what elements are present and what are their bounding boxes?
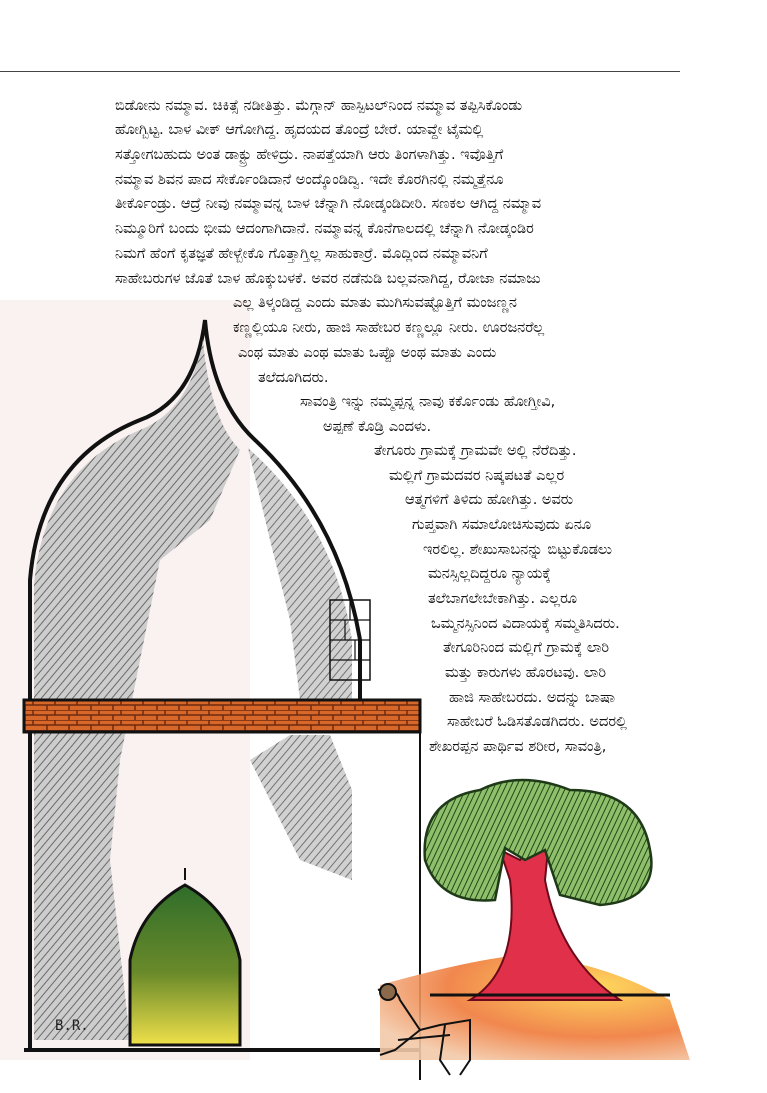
story-line: ಗುಪ್ತವಾಗಿ ಸಮಾಲೋಚಿಸುವುದು ಏನೂ: [412, 517, 592, 533]
top-rule: [0, 71, 680, 72]
story-line: ಹೋಗ್ಬಿಟ್ಟ. ಬಾಳ ವೀಕ್ ಆಗೋಗಿದ್ದ. ಹೃದಯದ ತೊಂದ್ರೆ ಬೇರೆ. ಯಾವ್ದೇ ಟೈಮಲ್ಲಿ: [115, 122, 484, 138]
story-line: ನಿಮಗೆ ಹೆಂಗೆ ಕೃತಜ್ಞತೆ ಹೇಳ್ಬೇಕೊ ಗೊತ್ತಾಗ್ತಿಲ್ಲ ಸಾಹುಕಾರ್ರೆ. ಮೊದ್ಲಿಂದ ನಮ್ಮಾವನಿಗೆ: [115, 246, 488, 262]
story-line: ಎಂಥ ಮಾತು ಎಂಥ ಮಾತು ಒಪ್ಪೊ ಅಂಥ ಮಾತು ಎಂದು: [238, 345, 497, 361]
artist-signature: B.R.: [55, 1018, 89, 1034]
tree-drawing: [380, 780, 690, 1060]
story-line: ನಿಮ್ಮೂರಿಗೆ ಬಂದು ಭೀಮ ಆದಂಗಾಗಿದಾನೆ. ನಮ್ಮಾವನ್ನ ಕೊನೆಗಾಲದಲ್ಲಿ ಚೆನ್ನಾಗಿ ನೋಡ್ಕಂಡಿರ: [115, 221, 534, 237]
story-line: ಸಾವಂತ್ರಿ ಇನ್ನು ನಮ್ಮಪ್ಪನ್ನ ನಾವು ಕರ್ಕೊಂಡು ಹೋಗ್ತೀವಿ,: [300, 394, 556, 410]
story-line: ಸಾಹೇಬರುಗಳ ಜೊತೆ ಬಾಳ ಹೊಕ್ಕುಬಳಕೆ. ಅವರ ನಡೆನುಡಿ ಬಲ್ಲವನಾಗಿದ್ದ, ರೋಜಾ ನಮಾಜು: [115, 271, 541, 287]
story-line: ಒಮ್ಮನಸ್ಸಿನಿಂದ ವಿದಾಯಕ್ಕೆ ಸಮ್ಮತಿಸಿದರು.: [431, 616, 620, 632]
story-line: ಹಾಜಿ ಸಾಹೇಬರದು. ಅದನ್ನು ಬಾಷಾ: [449, 690, 615, 706]
story-line: ತೇಗೂರಿನಿಂದ ಮಲ್ಲಿಗೆ ಗ್ರಾಮಕ್ಕೆ ಲಾರಿ: [443, 640, 610, 656]
story-line: ಸಾಹೇಬರೆ ಓಡಿಸತೊಡಗಿದರು. ಅದರಲ್ಲಿ: [447, 714, 627, 730]
story-line: ತೇಗೂರು ಗ್ರಾಮಕ್ಕೆ ಗ್ರಾಮವೇ ಅಲ್ಲಿ ನೆರೆದಿತ್ತು.: [374, 443, 577, 459]
story-line: ತೀರ್ಕೊಂಡ್ರು. ಆದ್ರೆ ನೀವು ನಮ್ಮಾವನ್ನ ಬಾಳ ಚೆನ್ನಾಗಿ ನೋಡ್ಕಂಡಿದೀರಿ. ಸಣಕಲ ಆಗಿದ್ದ ನಮ್ಮಾವ: [115, 196, 542, 212]
story-line: ಶೇಖರಪ್ಪನ ಪಾರ್ಥಿವ ಶರೀರ, ಸಾವಂತ್ರಿ,: [429, 739, 607, 755]
story-line: ಬಿಡೋನು ನಮ್ಮಾವ. ಚಿಕಿತ್ಸೆ ನಡೀತಿತ್ತು. ಮೆಗ್ಗಾನ್ ಹಾಸ್ಪಿಟಲ್‌ನಿಂದ ನಮ್ಮಾವ ತಪ್ಪಿಸಿಕೊಂಡು: [115, 98, 523, 114]
story-line: ಎಲ್ಲ ತಿಳ್ಕಂಡಿದ್ದ ಎಂದು ಮಾತು ಮುಗಿಸುವಷ್ಟೊತ್ತಿಗೆ ಮಂಜಣ್ಣನ: [233, 295, 517, 311]
story-line: ಆತ್ಮಗಳಿಗೆ ತಿಳಿದು ಹೋಗಿತ್ತು. ಅವರು: [405, 492, 574, 508]
story-line: ತಲೆದೂಗಿದರು.: [258, 370, 329, 386]
story-line: ನಮ್ಮಾವ ಶಿವನ ಪಾದ ಸೇರ್ಕೊಂಡಿದಾನೆ ಅಂದ್ಕೊಂಡಿದ್ವಿ. ಇದೇ ಕೊರಗಿನಲ್ಲಿ ನಮ್ಮತ್ತೆನೂ: [115, 172, 504, 188]
story-line: ಅಪ್ಪಣೆ ಕೊಡ್ರಿ ಎಂದಳು.: [323, 419, 432, 435]
story-line: ಮಲ್ಲಿಗೆ ಗ್ರಾಮದವರ ನಿಷ್ಕಪಟತೆ ಎಲ್ಲರ: [389, 468, 565, 484]
story-line: ಸತ್ತೋಗಬಹುದು ಅಂತ ಡಾಕ್ಟ್ರು ಹೇಳಿದ್ರು. ನಾಪತ್ತೆಯಾಗಿ ಆರು ತಿಂಗಳಾಗಿತ್ತು. ಇವೊತ್ತಿಗೆ: [115, 147, 504, 163]
story-line: ಮನಸ್ಸಿಲ್ಲದಿದ್ದರೂ ನ್ಯಾಯಕ್ಕೆ: [428, 566, 551, 582]
story-line: ಇರಲಿಲ್ಲ. ಶೇಖುಸಾಬನನ್ನು ಬಿಟ್ಟುಕೊಡಲು: [423, 542, 612, 558]
story-line: ಕಣ್ಣಲ್ಲಿಯೂ ನೀರು, ಹಾಜಿ ಸಾಹೇಬರ ಕಣ್ಣಲ್ಲೂ ನೀರು. ಊರಜನರೆಲ್ಲ: [233, 320, 545, 336]
story-line: ಮತ್ತು ಕಾರುಗಳು ಹೊರಟವು. ಲಾರಿ: [445, 665, 607, 681]
story-line: ತಲೆಬಾಗಲೇಬೇಕಾಗಿತ್ತು. ಎಲ್ಲರೂ: [428, 591, 578, 607]
